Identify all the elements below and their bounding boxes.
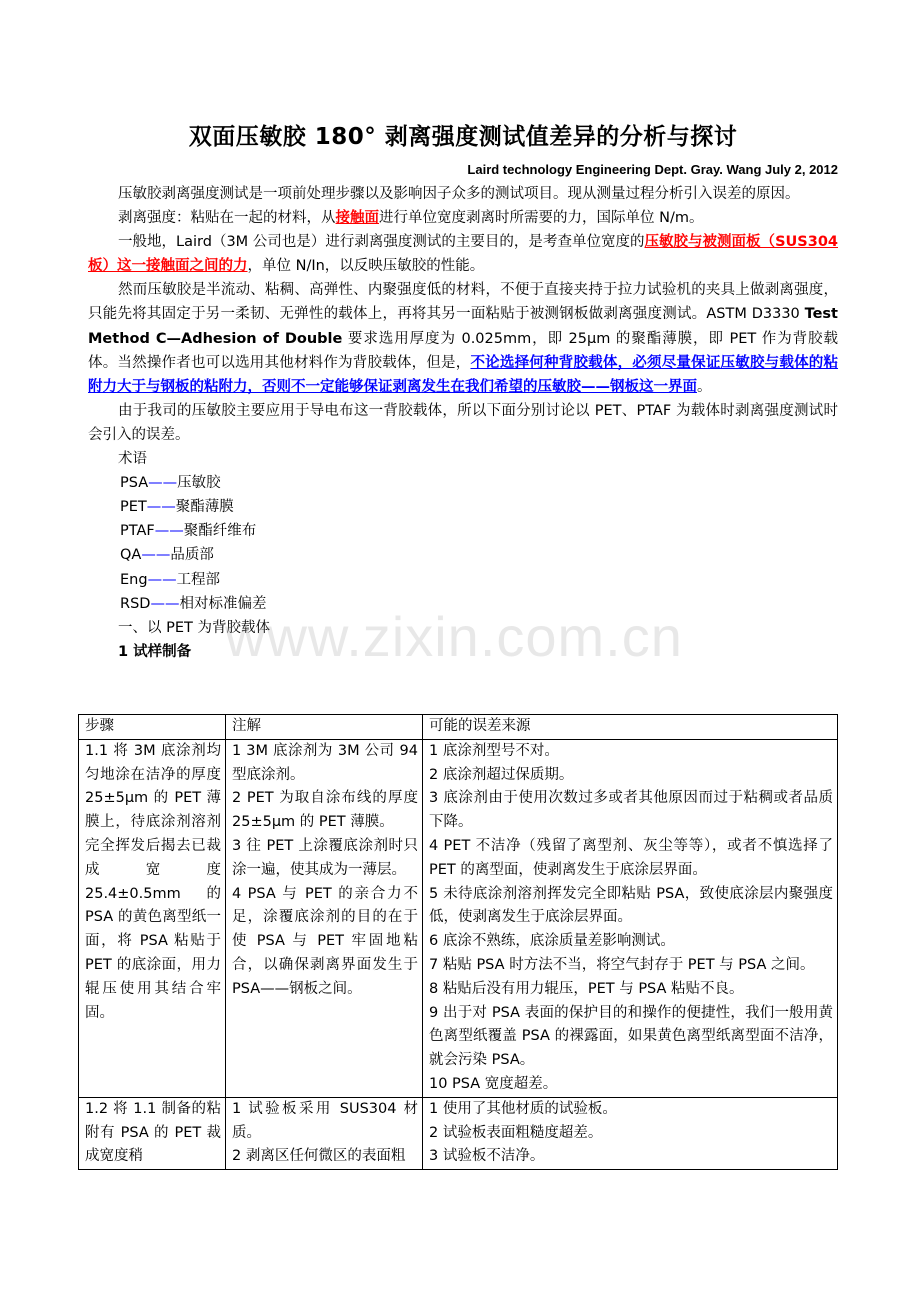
term-meaning: 工程部 — [176, 571, 221, 588]
term-abbr: PET — [120, 499, 147, 516]
document-body — [88, 182, 838, 664]
term-meaning: 相对标准偏差 — [179, 595, 267, 612]
header-errors: 可能的误差来源 — [423, 715, 838, 740]
step-cell: 1.2 将 1.1 制备的粘附有 PSA 的 PET 裁成宽度稍 — [79, 1097, 226, 1169]
term-item — [120, 519, 838, 543]
term-item — [120, 495, 838, 519]
error-item: 1 底涂剂型号不对。 — [429, 742, 559, 759]
term-item — [120, 543, 838, 567]
error-item: 10 PSA 宽度超差。 — [429, 1075, 558, 1092]
term-abbr: Eng — [120, 571, 148, 588]
text-span: 要求选用厚度为 0.025mm，即 25μm 的聚酯薄膜，即 PET 作为背胶载体。当然操作者也可以选用其他材料作为背胶载体，但是， — [88, 330, 838, 371]
error-item: 1 使用了其他材质的试验板。 — [429, 1100, 617, 1117]
subsection-heading: 1 试样制备 — [118, 643, 192, 660]
paragraph-method — [88, 278, 838, 398]
term-dash: —— — [150, 595, 180, 612]
paragraph-purpose — [88, 230, 838, 278]
error-item: 5 未待底涂剂溶剂挥发完全即粘贴 PSA，致使底涂层内聚强度低，使剥离发生于底涂层界面。 — [429, 885, 833, 926]
method-name: Test Method C—Adhesion of Double — [88, 306, 838, 347]
term-item — [120, 471, 838, 495]
text-span: 然而压敏胶是半流动、粘稠、高弹性、内聚强度低的材料，不便于直接夹持于拉力试验机的夹具上做剥离强度，只能先将其固定于另一柔韧、无弹性的载体上，再将其另一面粘贴于被测钢板做剥离强度测试。ASTM D3330 — [88, 282, 838, 323]
header-notes: 注解 — [226, 715, 423, 740]
term-meaning: 聚酯薄膜 — [175, 499, 234, 516]
terms-list — [88, 471, 838, 616]
errors-cell — [423, 739, 838, 1097]
section-heading: 一、以 PET 为背胶载体 — [118, 619, 270, 636]
note-item: 1 试验板采用 SUS304 材质。 — [232, 1100, 418, 1141]
highlight-requirement: 不论选择何种背胶载体，必须尽量保证压敏胶与载体的粘附力大于与钢板的粘附力，否则不一定能够保证剥离发生在我们希望的压敏胶——钢板这一界面 — [88, 354, 839, 395]
error-item: 8 粘贴后没有用力辊压，PET 与 PSA 粘贴不良。 — [429, 980, 744, 997]
term-meaning: 压敏胶 — [177, 475, 221, 492]
term-meaning: 品质部 — [170, 547, 214, 564]
term-meaning: 聚酯纤维布 — [183, 523, 257, 540]
header-step: 步骤 — [79, 715, 226, 740]
table-row — [79, 1097, 838, 1169]
term-item — [120, 568, 838, 592]
error-item: 9 出于对 PSA 表面的保护目的和操作的便捷性，我们一般用黄色离型纸覆盖 PSA 的裸露面，如果黄色离型纸离型面不洁净，就会污染 PSA。 — [429, 1004, 833, 1069]
error-item: 7 粘贴 PSA 时方法不当，将空气封存于 PET 与 PSA 之间。 — [429, 956, 815, 973]
error-item: 6 底涂不熟练，底涂质量差影响测试。 — [429, 933, 675, 950]
error-item: 2 底涂剂超过保质期。 — [429, 766, 574, 783]
term-dash: —— — [147, 571, 177, 588]
highlight-contact-surface: 接触面 — [335, 210, 379, 227]
notes-cell — [226, 739, 423, 1097]
term-dash: —— — [141, 547, 171, 564]
author-line: Laird technology Engineering Dept. Gray. Wang July 2, 2012 — [467, 162, 838, 177]
note-item: 1 3M 底涂剂为 3M 公司 94 型底涂剂。 — [232, 742, 418, 783]
text-span: 剥离强度：粘贴在一起的材料，从 — [118, 210, 336, 227]
term-dash: —— — [154, 523, 184, 540]
term-dash: —— — [146, 499, 176, 516]
paragraph-scope: 由于我司的压敏胶主要应用于导电布这一背胶载体，所以下面分别讨论以 PET、PTAF 为载体时剥离强度测试时会引入的误差。 — [88, 402, 838, 443]
error-analysis-table — [78, 714, 838, 1170]
term-abbr: QA — [120, 547, 142, 564]
error-item: 4 PET 不洁净（残留了离型剂、灰尘等等），或者不慎选择了 PET 的离型面，使剥离发生于底涂层界面。 — [429, 837, 833, 878]
paragraph-intro: 压敏胶剥离强度测试是一项前处理步骤以及影响因子众多的测试项目。现从测量过程分析引入误差的原因。 — [118, 186, 800, 202]
step-cell: 1.1 将 3M 底涂剂均匀地涂在洁净的厚度 25±5μm 的 PET 薄膜上，待底涂剂溶剂完全挥发后揭去已裁成宽度 25.4±0.5mm 的 PSA 的黄色离型纸一面，将 PSA 粘贴于 PET 的底涂面，用力辊压使用其结合牢固。 — [79, 739, 226, 1097]
term-dash: —— — [148, 475, 178, 492]
error-item: 3 试验板不洁净。 — [429, 1148, 545, 1165]
notes-cell — [226, 1097, 423, 1169]
highlight-interface: 压敏胶与被测面板（SUS304 板）这一接触面之间的力 — [88, 234, 838, 275]
note-item: 3 往 PET 上涂覆底涂剂时只涂一遍，使其成为一薄层。 — [232, 837, 418, 878]
paragraph-definition — [88, 206, 838, 230]
note-item: 2 PET 为取自涂布线的厚度 25±5μm 的 PET 薄膜。 — [232, 790, 418, 831]
error-item: 2 试验板表面粗糙度超差。 — [429, 1124, 603, 1141]
term-abbr: PSA — [120, 475, 149, 492]
note-item: 4 PSA 与 PET 的亲合力不足，涂覆底涂剂的目的在于使 PSA 与 PET 牢固地粘合，以确保剥离界面发生于 PSA——钢板之间。 — [232, 885, 418, 997]
term-abbr: RSD — [120, 595, 151, 612]
text-span: 。 — [697, 378, 712, 395]
term-abbr: PTAF — [120, 523, 155, 540]
text-span: 进行单位宽度剥离时所需要的力，国际单位 N/m。 — [379, 210, 704, 227]
text-span: ，单位 N/In，以反映压敏胶的性能。 — [247, 258, 485, 275]
watermark-text: www.zixin.com.cn — [225, 605, 683, 668]
error-item: 3 底涂剂由于使用次数过多或者其他原因而过于粘稠或者品质下降。 — [429, 790, 833, 831]
errors-cell — [423, 1097, 838, 1169]
terms-heading: 术语 — [118, 451, 147, 468]
table-header-row — [79, 715, 838, 740]
note-item: 2 剥离区任何微区的表面粗 — [232, 1148, 406, 1165]
table-row — [79, 739, 838, 1097]
text-span: 一般地，Laird（3M 公司也是）进行剥离强度测试的主要目的，是考查单位宽度的 — [118, 234, 645, 251]
document-title: 双面压敏胶 180° 剥离强度测试值差异的分析与探讨 — [188, 124, 738, 150]
